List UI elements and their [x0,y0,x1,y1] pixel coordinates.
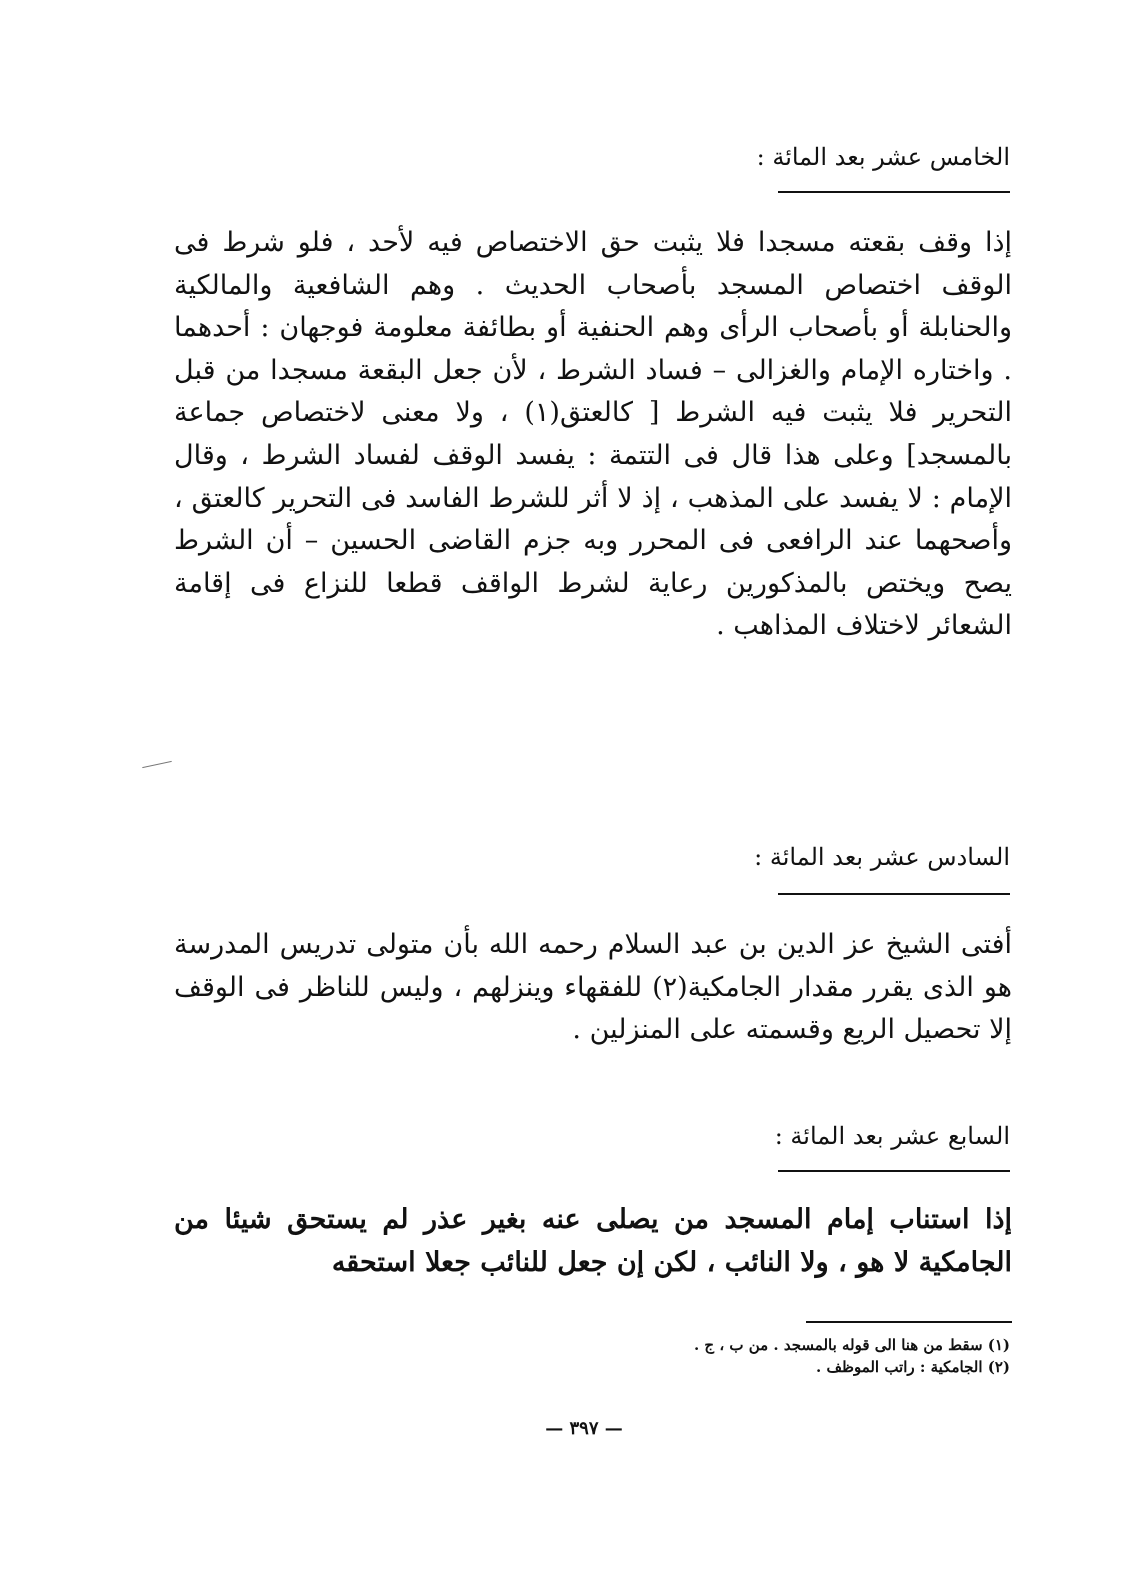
paragraph: إذا استناب إمام المسجد من يصلى عنه بغير عذر لم يستحق شيئا من الجامكية لا هو ، ولا النائب ، لكن إن جعل للنائب جعلا استحقه [174,1204,1012,1278]
heading-underline [778,1170,1010,1172]
paragraph: أفتى الشيخ عز الدين بن عبد السلام رحمه الله بأن متولى تدريس المدرسة هو الذى يقرر مقدار الجامكية(٢) للفقهاء وينزلهم ، وليس للناظر فى الوقف إلا تحصيل الريع وقسمته على المنزلين . [174,929,1012,1046]
footnotes [180,1334,1010,1378]
scan-mark [142,761,172,768]
footnote-separator [806,1321,1012,1323]
section-body-115 [174,222,1012,648]
heading-underline [778,191,1010,193]
footnote-2: (٢) الجامكية : راتب الموظف . [816,1358,1010,1376]
section-heading-116: السادس عشر بعد المائة : [754,843,1010,871]
section-heading-117: السابع عشر بعد المائة : [774,1122,1010,1150]
footnote-1: (١) سقط من هنا الى قوله بالمسجد . من ب ، ج . [693,1336,1010,1354]
paragraph: إذا وقف بقعته مسجدا فلا يثبت حق الاختصاص فيه لأحد ، فلو شرط فى الوقف اختصاص المسجد بأصحاب الحديث . وهم الشافعية والمالكية والحنابلة أو بأصحاب الرأى وهم الحنفية أو بطائفة معلومة فوجهان : أحدهما . واختاره الإمام والغزالى – فساد الشرط ، لأن جعل البقعة مسجدا من قبل التحرير فلا يثبت فيه الشرط [ كالعتق(١) ، ولا معنى لاختصاص جماعة بالمسجد] وعلى هذا قال فى التتمة : يفسد الوقف لفساد الشرط ، وقال الإمام : لا يفسد على المذهب ، إذ لا أثر للشرط الفاسد فى التحرير كالعتق ، وأصحهما عند الرافعى فى المحرر وبه جزم القاضى الحسين – أن الشرط يصح ويختص بالمذكورين رعاية لشرط الواقف قطعا للنزاع فى إقامة الشعائر لاختلاف المذاهب . [174,227,1012,642]
page-number: — ٣٩٧ — [545,1418,623,1439]
heading-underline [778,893,1010,895]
section-heading-115: الخامس عشر بعد المائة : [756,143,1010,171]
section-body-117 [174,1198,1012,1284]
section-body-116 [174,924,1012,1052]
